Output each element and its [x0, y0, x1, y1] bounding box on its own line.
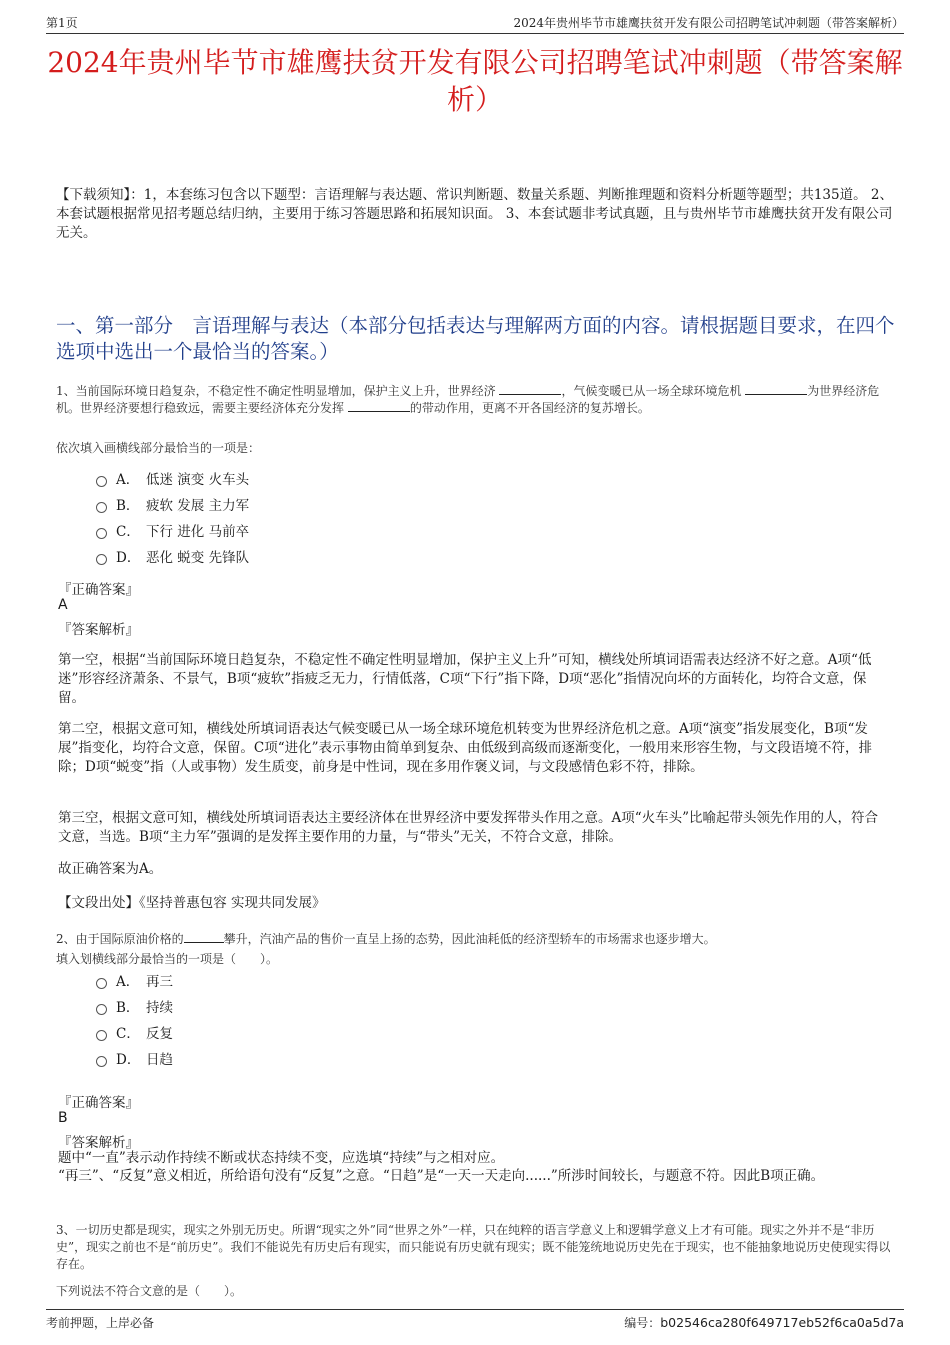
footer-code — [624, 1314, 904, 1331]
option-letter: A． — [116, 472, 140, 488]
radio-icon[interactable] — [96, 528, 107, 539]
question-2-prompt: 填入划横线部分最恰当的一项是（ ）。 — [56, 952, 279, 966]
option-c[interactable] — [96, 1023, 173, 1049]
option-b[interactable] — [96, 495, 249, 521]
option-letter: C． — [116, 524, 140, 540]
analysis-conclusion: 故正确答案为A。 — [58, 861, 163, 877]
option-letter: B． — [116, 1000, 140, 1016]
radio-icon[interactable] — [96, 1056, 107, 1067]
radio-icon[interactable] — [96, 502, 107, 513]
option-text: 反复 — [146, 1026, 173, 1042]
answer-label: 『正确答案』 — [58, 582, 139, 598]
q1-text-part: 为世界经济危机。世界经济要想行稳致远，需要主要经济体充分发挥 — [56, 384, 880, 415]
option-d[interactable] — [96, 547, 249, 573]
option-letter: A． — [116, 974, 140, 990]
option-text: 再三 — [146, 974, 173, 990]
radio-icon[interactable] — [96, 554, 107, 565]
section-heading: 一、第一部分 言语理解与表达（本部分包括表达与理解两方面的内容。请根据题目要求，在四个选项中选出一个最恰当的答案。） — [56, 314, 895, 363]
option-b[interactable] — [96, 997, 173, 1023]
footer-divider — [46, 1309, 904, 1310]
download-notice: 【下载须知】：1，本套练习包含以下题型：言语理解与表达题、常识判断题、数量关系题、判断推理题和资料分析题等题型；共135道。 2、本套试题根据常见招考题总结归纳，主要用于练习答题思路和拓展知识面。 3、本套试题非考试真题，且与贵州毕节市雄鹰扶贫开发有限公司无关。 — [56, 187, 893, 241]
option-letter: D． — [116, 550, 141, 566]
question-3-prompt: 下列说法不符合文意的是（ ）。 — [56, 1284, 243, 1298]
q1-text-part: 的带动作用，更离不开各国经济的复苏增长。 — [409, 401, 650, 415]
radio-icon[interactable] — [96, 1004, 107, 1015]
q1-text-part: 1、当前国际环境日趋复杂，不稳定性不确定性明显增加，保护主义上升，世界经济 — [56, 384, 500, 398]
question-2-options — [96, 971, 173, 1075]
question-1-options — [96, 469, 249, 573]
header-doc-title: 2024年贵州毕节市雄鹰扶贫开发有限公司招聘笔试冲刺题（带答案解析） — [513, 16, 904, 30]
analysis-paragraph: 第二空，根据文意可知，横线处所填词语表达气候变暖已从一场全球环境危机转变为世界经济危机之意。A项“演变”指发展变化，B项“发展”指变化，均符合文意，保留。C项“进化”表示事物由简单到复杂、由低级到高级而逐渐变化，一般用来形容生物，与文段语境不符，排除；D项“蜕变”指（人或事物）发生质变，前身是中性词，现在多用作褒义词，与文段感情色彩不符，排除。 — [58, 721, 873, 775]
option-text: 恶化 蜕变 先锋队 — [146, 550, 250, 566]
option-text: 持续 — [146, 1000, 173, 1016]
q1-text-part: ，气候变暖已从一场全球环境危机 — [561, 384, 746, 398]
question-2-text — [56, 931, 900, 948]
option-a[interactable] — [96, 469, 249, 495]
footer-slogan: 考前押题，上岸必备 — [46, 1316, 155, 1330]
option-letter: D． — [116, 1052, 141, 1068]
source-reference: 【文段出处】《坚持普惠包容 实现共同发展》 — [58, 895, 326, 911]
answer-label: 『正确答案』 — [58, 1095, 139, 1111]
option-letter: C． — [116, 1026, 140, 1042]
code-label: 编号： — [624, 1316, 661, 1330]
q2-text-part: 攀升，汽油产品的售价一直呈上扬的态势，因此油耗低的经济型轿车的市场需求也逐步增大。 — [223, 932, 716, 946]
page-number: 第1页 — [46, 16, 78, 30]
radio-icon[interactable] — [96, 1030, 107, 1041]
fill-blank — [499, 394, 561, 395]
option-text: 下行 进化 马前卒 — [146, 524, 250, 540]
option-c[interactable] — [96, 521, 249, 547]
code-value: b02546ca280f649717eb52f6ca0a5d7a — [660, 1315, 904, 1330]
analysis-paragraph: 题中“一直”表示动作持续不断或状态持续不变，应选填“持续”与之相对应。 — [58, 1150, 505, 1166]
fill-blank — [348, 411, 410, 412]
analysis-paragraph: 第一空，根据“当前国际环境日趋复杂，不稳定性不确定性明显增加，保护主义上升”可知，横线处所填词语需表达经济不好之意。A项“低迷”形容经济萧条、不景气，B项“疲软”指疲乏无力，行情低落，C项“下行”指下降，D项“恶化”指情况向坏的方面转化，均符合文意，保留。 — [58, 652, 872, 706]
analysis-paragraph: 第三空，根据文意可知，横线处所填词语表达主要经济体在世界经济中要发挥带头作用之意。A项“火车头”比喻起带头领先作用的人，符合文意，当选。B项“主力军”强调的是发挥主要作用的力量，与“带头”无关，不符合文意，排除。 — [58, 810, 879, 845]
q2-text-part: 2、由于国际原油价格的 — [56, 932, 184, 946]
question-1-text — [56, 383, 900, 417]
fill-blank — [745, 394, 807, 395]
document-title: 2024年贵州毕节市雄鹰扶贫开发有限公司招聘笔试冲刺题（带答案解析） — [47, 46, 903, 116]
option-letter: B． — [116, 498, 140, 514]
fill-blank — [184, 942, 224, 943]
analysis-label: 『答案解析』 — [58, 1135, 139, 1151]
option-a[interactable] — [96, 971, 173, 997]
analysis-label: 『答案解析』 — [58, 622, 139, 638]
page-header — [46, 14, 904, 32]
option-text: 日趋 — [146, 1052, 173, 1068]
question-1-prompt: 依次填入画横线部分最恰当的一项是： — [56, 441, 261, 455]
option-text: 疲软 发展 主力军 — [146, 498, 250, 514]
question-3-text: 3、一切历史都是现实，现实之外别无历史。所谓“现实之外”同“世界之外”一样，只在纯粹的语言学意义上和逻辑学意义上才有可能。现实之外并不是“非历史”，现实之前也不是“前历史”。我们不能说先有历史后有现实，而只能说有历史就有现实；既不能笼统地说历史先在于现实，也不能抽象地说历史使现实得以存在。 — [56, 1223, 891, 1271]
radio-icon[interactable] — [96, 476, 107, 487]
correct-answer: B — [58, 1110, 68, 1126]
option-text: 低迷 演变 火车头 — [146, 472, 250, 488]
analysis-paragraph: “再三”、“反复”意义相近，所给语句没有“反复”之意。“日趋”是“一天一天走向......”所涉时间较长，与题意不符。因此B项正确。 — [58, 1168, 825, 1184]
option-d[interactable] — [96, 1049, 173, 1075]
correct-answer: A — [58, 597, 68, 613]
radio-icon[interactable] — [96, 978, 107, 989]
header-divider — [46, 33, 904, 34]
